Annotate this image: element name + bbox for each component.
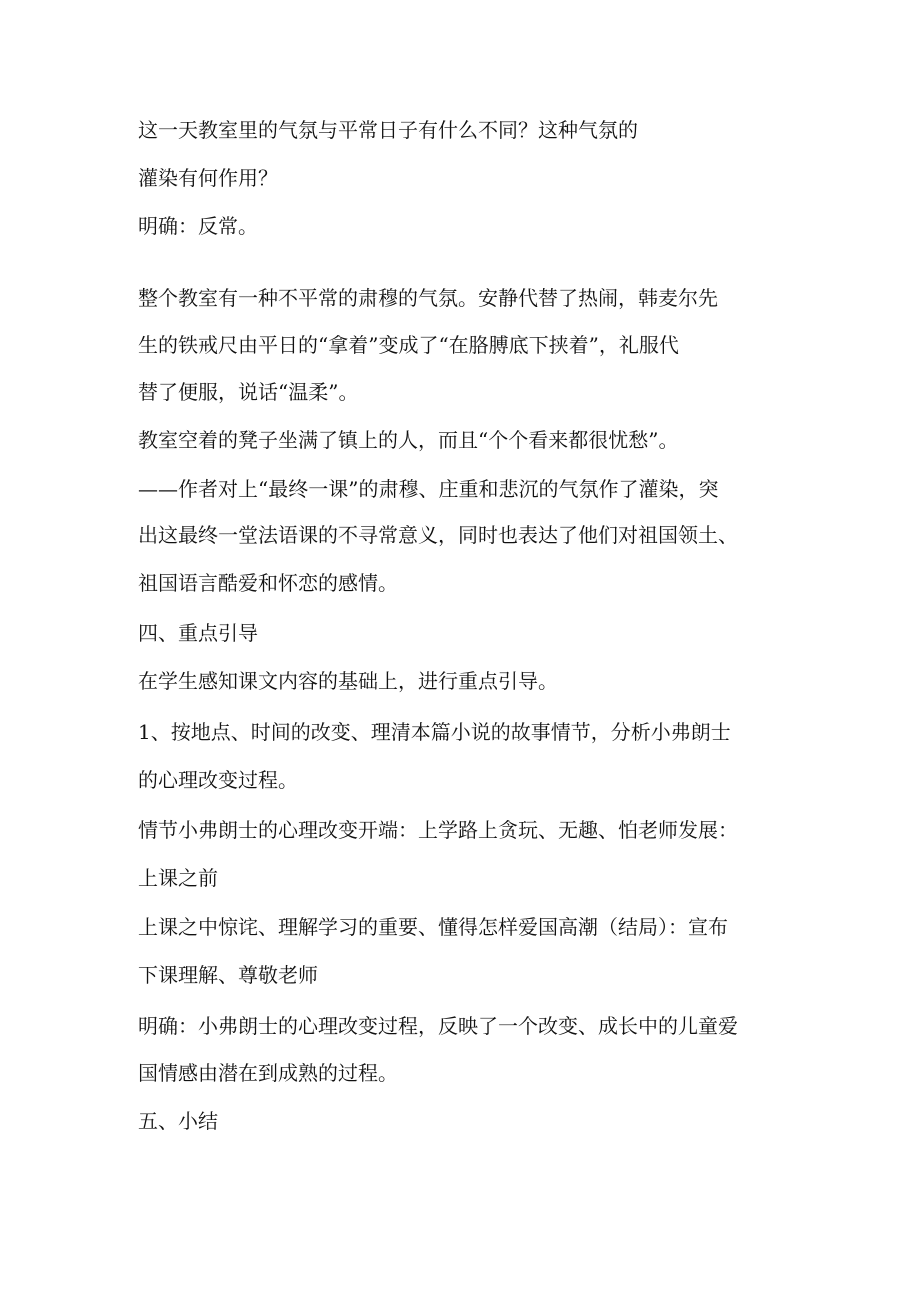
paragraph-3-line-1: ——作者对上“最终一课”的肃穆、庄重和悲沉的气氛作了灌染，突 <box>138 477 719 501</box>
paragraph-1-line-3: 替了便服，说话“温柔”。 <box>138 380 359 404</box>
conclusion-line-1: 明确：小弗朗士的心理改变过程，反映了一个改变、成长中的儿童爱 <box>138 1014 738 1038</box>
plot-line-1: 情节小弗朗士的心理改变开端：上学路上贪玩、无趣、怕老师发展： <box>138 818 738 842</box>
paragraph-1-line-2: 生的铁戒尺由平日的“拿着”变成了“在胳膊底下挟着”，礼服代 <box>138 333 679 357</box>
question-line-1: 这一天教室里的气氛与平常日子有什么不同？这种气氛的 <box>138 118 638 142</box>
paragraph-3-line-2: 出这最终一堂法语课的不寻常意义，同时也表达了他们对祖国领土、 <box>138 523 738 547</box>
plot-line-2: 上课之前 <box>138 866 218 890</box>
section-heading-4: 四、重点引导 <box>138 621 258 645</box>
section-4-intro: 在学生感知课文内容的基础上，进行重点引导。 <box>138 669 558 693</box>
conclusion-line-2: 国情感由潜在到成熟的过程。 <box>138 1061 398 1085</box>
question-line-2: 灌染有何作用？ <box>138 166 278 190</box>
section-heading-5: 五、小结 <box>138 1109 218 1133</box>
paragraph-2-line: 教室空着的凳子坐满了镇上的人，而且“个个看来都很忧愁”。 <box>138 428 679 452</box>
plot-line-3: 上课之中惊诧、理解学习的重要、懂得怎样爱国高潮（结局）：宣布 <box>138 915 728 939</box>
plot-line-4: 下课理解、尊敬老师 <box>138 963 318 987</box>
paragraph-1-line-1: 整个教室有一种不平常的肃穆的气氛。安静代替了热闹，韩麦尔先 <box>138 286 718 310</box>
paragraph-3-line-3: 祖国语言酷爱和怀恋的感情。 <box>138 571 398 595</box>
answer-line: 明确：反常。 <box>138 214 258 238</box>
item-1-line-1: 1、按地点、时间的改变、理清本篇小说的故事情节，分析小弗朗士 <box>138 720 731 744</box>
item-1-line-2: 的心理改变过程。 <box>138 768 298 792</box>
